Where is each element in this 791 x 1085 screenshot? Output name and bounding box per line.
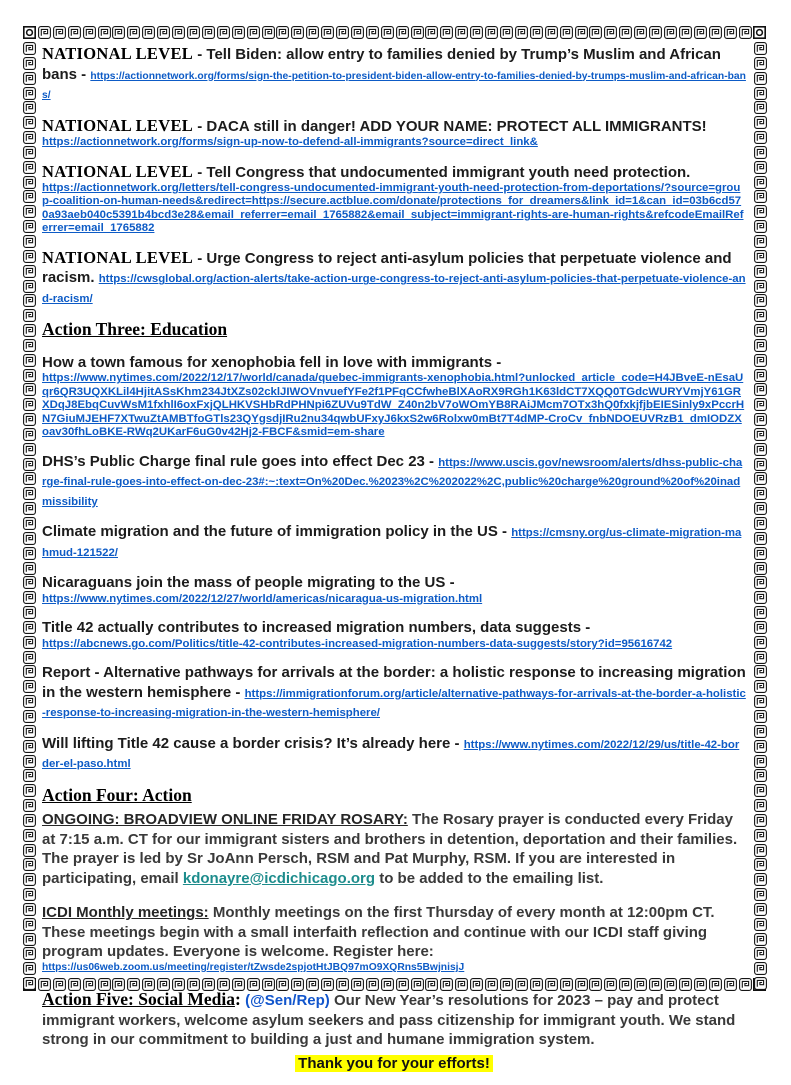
action-link[interactable]: https://actionnetwork.org/forms/sign-up-now-to-defend-all-immigrants?source=direct_link&: [42, 136, 538, 149]
meetings-register-link[interactable]: https://us06web.zoom.us/meeting/register/tZwsde2spjotHtJBQ97mO9XQRns5BwjnisjJ: [42, 961, 465, 973]
action-link[interactable]: https://cwsglobal.org/action-alerts/take-action-urge-congress-to-reject-anti-asylum-policies-that-perpetuate-violence-and-racism/: [42, 273, 746, 305]
education-item-6: [42, 663, 746, 722]
greek-key-tile: [23, 562, 36, 575]
greek-key-tile: [23, 398, 36, 411]
greek-key-tile: [754, 606, 767, 619]
greek-key-tile: [754, 532, 767, 545]
greek-key-tile: [485, 26, 498, 39]
greek-key-tile: [411, 26, 424, 39]
greek-key-tile: [23, 428, 36, 441]
greek-key-tile: [23, 814, 36, 827]
greek-key-tile: [754, 710, 767, 723]
greek-key-tile: [53, 26, 66, 39]
article-link[interactable]: https://abcnews.go.com/Politics/title-42-contributes-increased-migration-numbers-data-suggests/story?id=95616742: [42, 637, 673, 650]
greek-key-tile: [619, 26, 632, 39]
greek-key-tile: [754, 383, 767, 396]
greek-key-tile: [23, 547, 36, 560]
article-link[interactable]: https://www.nytimes.com/2022/12/29/us/title-42-border-el-paso.html: [42, 738, 740, 771]
greek-key-tile: [23, 161, 36, 174]
greek-key-tile: [351, 26, 364, 39]
greek-key-tile: [754, 87, 767, 100]
greek-key-tile: [754, 235, 767, 248]
greek-key-tile: [23, 784, 36, 797]
education-item-7: [42, 734, 746, 773]
greek-key-tile: [23, 205, 36, 218]
greek-key-tile: [68, 26, 81, 39]
section-heading-action-four: [42, 785, 746, 807]
greek-key-tile: [23, 977, 36, 990]
greek-key-tile: [754, 220, 767, 233]
greek-key-tile: [157, 26, 170, 39]
greek-key-tile: [83, 26, 96, 39]
greek-key-tile: [754, 814, 767, 827]
article-link[interactable]: https://www.uscis.gov/newsroom/alerts/dhss-public-charge-final-rule-goes-into-effect-on-dec-23#:~:text=On%20Dec.%2023%2C%202022%2C,public%20charge%20ground%20of%20inadmissibility: [42, 456, 743, 508]
greek-key-tile: [455, 26, 468, 39]
education-item-3: [42, 522, 746, 561]
greek-key-tile: [23, 933, 36, 946]
greek-key-tile: [127, 26, 140, 39]
newsletter-page: [42, 44, 746, 1085]
greek-key-tile: [112, 26, 125, 39]
greek-key-tile: [336, 26, 349, 39]
greek-key-tile: [754, 502, 767, 515]
section-title: Action Five: Social Media: [42, 989, 235, 1010]
article-headline: Climate migration and the future of immigration policy in the US -: [42, 523, 512, 541]
greek-key-tile: [754, 665, 767, 678]
greek-key-tile: [23, 665, 36, 678]
greek-key-tile: [23, 57, 36, 70]
greek-key-tile: [754, 651, 767, 664]
greek-key-tile: [23, 146, 36, 159]
greek-key-tile: [754, 903, 767, 916]
greek-key-tile: [23, 116, 36, 129]
greek-key-tile: [754, 443, 767, 456]
greek-key-tile: [754, 829, 767, 842]
greek-key-tile: [754, 309, 767, 322]
greek-key-tile: [754, 591, 767, 604]
greek-key-tile: [754, 517, 767, 530]
greek-key-tile: [754, 398, 767, 411]
article-headline: Report - Alternative pathways for arrivals at the border: a holistic response to increasing migration in the western hemisphere -: [42, 664, 746, 701]
greek-key-tile: [470, 26, 483, 39]
greek-key-tile: [754, 250, 767, 263]
greek-key-tile: [754, 695, 767, 708]
greek-key-tile: [23, 606, 36, 619]
greek-key-tile: [396, 26, 409, 39]
greek-key-tile: [23, 962, 36, 975]
greek-key-tile: [142, 26, 155, 39]
greek-key-corner-tile: [23, 26, 36, 39]
greek-key-tile: [23, 176, 36, 189]
greek-key-tile: [23, 131, 36, 144]
greek-key-tile: [23, 383, 36, 396]
action-link[interactable]: https://actionnetwork.org/forms/sign-the-petition-to-president-biden-allow-entry-to-families-denied-by-trumps-muslim-and-african-bans/: [42, 70, 746, 102]
greek-key-tile: [23, 190, 36, 203]
article-headline: Nicaraguans join the mass of people migrating to the US -: [42, 574, 455, 592]
greek-key-tile: [23, 517, 36, 530]
greek-key-tile: [724, 26, 737, 39]
greek-key-tile: [754, 458, 767, 471]
greek-key-tile: [23, 324, 36, 337]
sen-rep-handle: (@Sen/Rep): [245, 992, 330, 1010]
social-media-paragraph: [42, 989, 746, 1050]
punctuation: .: [90, 269, 99, 287]
greek-key-tile: [754, 265, 767, 278]
greek-key-tile: [23, 72, 36, 85]
national-level-label: NATIONAL LEVEL: [42, 247, 194, 267]
greek-key-tile: [754, 339, 767, 352]
greek-key-tile: [23, 458, 36, 471]
article-link[interactable]: https://www.nytimes.com/2022/12/27/world/americas/nicaragua-us-migration.html: [42, 592, 483, 605]
greek-key-tile: [23, 487, 36, 500]
greek-key-tile: [98, 26, 111, 39]
action-headline: - Urge Congress to reject anti-asylum policies that perpetuate violence and racism: [42, 249, 732, 287]
greek-key-tile: [23, 443, 36, 456]
action-headline: - Tell Congress that undocumented immigrant youth need protection.: [193, 163, 691, 181]
thank-you-highlight: Thank you for your efforts!: [295, 1055, 493, 1072]
greek-key-tile: [23, 829, 36, 842]
greek-key-tile: [23, 873, 36, 886]
greek-key-tile: [754, 369, 767, 382]
article-link[interactable]: https://immigrationforum.org/article/alternative-pathways-for-arrivals-at-the-border-a-holistic-response-to-increasing-migration-in-the-western-hemisphere/: [42, 687, 746, 720]
greek-key-tile: [754, 472, 767, 485]
greek-key-tile: [754, 769, 767, 782]
greek-key-tile: [291, 26, 304, 39]
greek-key-tile: [23, 339, 36, 352]
greek-key-tile: [276, 26, 289, 39]
meetings-paragraph: [42, 903, 746, 974]
greek-key-tile: [754, 101, 767, 114]
national-item-3: [42, 162, 746, 236]
greek-key-tile: [709, 26, 722, 39]
action-link[interactable]: https://actionnetwork.org/letters/tell-congress-undocumented-immigrant-youth-need-protection-from-deportations/?source=group-coalition-on-human-needs&redirect=https://secure.actblue.com/donate/protections_for_dreamers&link_id=1&can_id=03b6cd570a93aeb040c5391b4bcd3e28&email_referrer=email_1765882&email_subject=immigrant-rights-are-human-rights&refcodeEmailReferrer=email_1765882: [42, 182, 744, 235]
article-headline: DHS’s Public Charge final rule goes into effect Dec 23 -: [42, 452, 439, 470]
section-title: Action Three: Education: [42, 319, 228, 340]
action-headline: - Tell Biden: allow entry to families denied by Trump’s Muslim and African bans -: [42, 46, 721, 83]
greek-key-tile: [754, 947, 767, 960]
national-level-label: NATIONAL LEVEL: [42, 115, 194, 135]
greek-key-tile: [754, 799, 767, 812]
greek-key-tile: [754, 176, 767, 189]
article-headline: Will lifting Title 42 cause a border crisis? It’s already here -: [42, 734, 464, 752]
greek-key-tile: [23, 636, 36, 649]
greek-key-tile: [23, 294, 36, 307]
greek-key-tile: [754, 918, 767, 931]
greek-key-tile: [23, 799, 36, 812]
greek-key-tile: [23, 369, 36, 382]
greek-key-tile: [754, 146, 767, 159]
greek-key-tile: [23, 695, 36, 708]
greek-key-tile: [23, 710, 36, 723]
greek-key-tile: [23, 250, 36, 263]
greek-key-tile: [232, 26, 245, 39]
greek-key-tile: [754, 977, 767, 990]
greek-key-tile: [425, 26, 438, 39]
national-level-label: NATIONAL LEVEL: [42, 44, 194, 63]
greek-key-tile: [38, 26, 51, 39]
greek-key-tile: [754, 131, 767, 144]
greek-key-tile: [262, 26, 275, 39]
greek-key-tile: [187, 26, 200, 39]
greek-key-border-left: [23, 42, 36, 991]
greek-key-tile: [754, 962, 767, 975]
section-title: Action Four: Action: [42, 784, 192, 805]
greek-key-tile: [754, 784, 767, 797]
greek-key-tile: [321, 26, 334, 39]
rosary-text: The Rosary prayer is conducted every Friday at 7:15 a.m. CT for our immigrant sisters and brothers in detention, deportation and their families. The prayer is led by Sr JoAnn Persch, RSM and Pat Murphy, RSM. If you are interested in participating, email: [42, 811, 738, 887]
greek-key-tile: [23, 280, 36, 293]
education-item-4: [42, 573, 746, 606]
greek-key-border-right: [754, 42, 767, 991]
article-link[interactable]: https://www.nytimes.com/2022/12/17/world/canada/quebec-immigrants-xenophobia.html?unlocked_article_code=H4JBveE-nEsaUqr6QR3UQXKLil4HjitASsKhm234JtXZs02cklJIWOVnvuefYFe2f1PFqCCfwheBlXAoRX9RGh1K63ldCT7XQQ0TGdcWURYVmjY61GRXDqJ8EbqCuvWsM1fxhlI6oxFxjQLHKVSHbRdPHNpi6ZUVu9TdW_Z40n2bV7oWOmYB8RAiJMcm7OTx3hQ0fxkjfjbEIESinly9xPccrHN7GiuMJEHF7XTwuZtAMBTfoGTls23QYgsdjIRu2nu34qwbUFxyJ6kxS2w6Rolxw0mBt7T4dMP-CroCv_fnbNDOEUVRzB1_dmIODZXoav30fhLoBKE-RWq2UKarF6uG0v42Hj2-FBCF&smid=em-share: [42, 372, 745, 439]
greek-key-tile: [754, 413, 767, 426]
greek-key-tile: [23, 220, 36, 233]
greek-key-tile: [589, 26, 602, 39]
greek-key-tile: [545, 26, 558, 39]
thank-you-line: [42, 1054, 746, 1074]
rosary-paragraph: [42, 810, 746, 888]
greek-key-border-top: [23, 26, 767, 39]
social-media-text: Our New Year’s resolutions for 2023 – pay and protect immigrant workers, welcome asylum seekers and pass citizenship for immigrant youth. We stand strong in our commitment to building a just and humane immigration system.: [42, 992, 736, 1049]
greek-key-tile: [23, 651, 36, 664]
greek-key-tile: [754, 354, 767, 367]
greek-key-tile: [23, 918, 36, 931]
greek-key-tile: [202, 26, 215, 39]
national-item-4: [42, 248, 746, 308]
greek-key-tile: [23, 621, 36, 634]
greek-key-tile: [634, 26, 647, 39]
greek-key-tile: [381, 26, 394, 39]
article-headline: Title 42 actually contributes to increased migration numbers, data suggests -: [42, 619, 591, 637]
article-link[interactable]: https://cmsny.org/us-climate-migration-mahmud-121522/: [42, 527, 742, 559]
greek-key-tile: [23, 725, 36, 738]
greek-key-tile: [530, 26, 543, 39]
greek-key-tile: [754, 680, 767, 693]
greek-key-tile: [515, 26, 528, 39]
greek-key-tile: [754, 280, 767, 293]
greek-key-tile: [754, 547, 767, 560]
greek-key-tile: [754, 42, 767, 55]
greek-key-tile: [23, 888, 36, 901]
greek-key-tile: [23, 858, 36, 871]
greek-key-tile: [23, 576, 36, 589]
greek-key-tile: [23, 769, 36, 782]
national-level-label: NATIONAL LEVEL: [42, 161, 194, 181]
greek-key-tile: [23, 235, 36, 248]
greek-key-tile: [754, 844, 767, 857]
greek-key-tile: [754, 294, 767, 307]
greek-key-tile: [679, 26, 692, 39]
greek-key-tile: [649, 26, 662, 39]
section-heading-action-three: [42, 319, 746, 341]
greek-key-tile: [23, 354, 36, 367]
greek-key-tile: [754, 205, 767, 218]
education-item-5: [42, 618, 746, 651]
greek-key-tile: [23, 844, 36, 857]
greek-key-tile: [754, 873, 767, 886]
greek-key-tile: [664, 26, 677, 39]
greek-key-tile: [754, 755, 767, 768]
greek-key-tile: [754, 428, 767, 441]
greek-key-tile: [23, 265, 36, 278]
education-item-1: [42, 353, 746, 440]
greek-key-tile: [23, 309, 36, 322]
greek-key-tile: [560, 26, 573, 39]
national-item-2: [42, 116, 746, 150]
greek-key-tile: [23, 680, 36, 693]
greek-key-tile: [23, 502, 36, 515]
greek-key-tile: [440, 26, 453, 39]
article-headline: How a town famous for xenophobia fell in love with immigrants -: [42, 353, 502, 371]
greek-key-tile: [754, 576, 767, 589]
greek-key-tile: [754, 725, 767, 738]
greek-key-tile: [754, 487, 767, 500]
greek-key-tile: [23, 87, 36, 100]
greek-key-tile: [754, 324, 767, 337]
action-headline: - DACA still in danger! ADD YOUR NAME: PROTECT ALL IMMIGRANTS!: [193, 117, 707, 135]
greek-key-tile: [754, 621, 767, 634]
meetings-text: Monthly meetings on the first Thursday of every month at 12:00pm CT. These meetings begin with a small interfaith reflection and continue with our ICDI staff giving program updates. Everyone is welcome. Register here:: [42, 904, 715, 961]
greek-key-tile: [23, 532, 36, 545]
greek-key-tile: [754, 858, 767, 871]
greek-key-tile: [23, 903, 36, 916]
greek-key-tile: [217, 26, 230, 39]
greek-key-tile: [754, 888, 767, 901]
education-item-2: [42, 452, 746, 511]
greek-key-tile: [23, 755, 36, 768]
greek-key-tile: [366, 26, 379, 39]
rosary-text-2: to be added to the emailing list.: [375, 869, 604, 887]
greek-key-tile: [739, 26, 752, 39]
greek-key-tile: [754, 72, 767, 85]
greek-key-tile: [754, 636, 767, 649]
greek-key-tile: [247, 26, 260, 39]
greek-key-tile: [23, 740, 36, 753]
greek-key-tile: [23, 947, 36, 960]
rosary-label: ONGOING: BROADVIEW ONLINE FRIDAY ROSARY:: [42, 811, 408, 829]
greek-key-tile: [23, 591, 36, 604]
greek-key-tile: [172, 26, 185, 39]
greek-key-tile: [754, 190, 767, 203]
greek-key-tile: [754, 161, 767, 174]
greek-key-tile: [500, 26, 513, 39]
rosary-email-link[interactable]: kdonayre@icdichicago.org: [182, 869, 376, 887]
greek-key-tile: [575, 26, 588, 39]
greek-key-tile: [23, 472, 36, 485]
greek-key-tile: [754, 933, 767, 946]
greek-key-tile: [23, 101, 36, 114]
greek-key-tile: [23, 42, 36, 55]
greek-key-tile: [23, 413, 36, 426]
greek-key-tile: [754, 740, 767, 753]
greek-key-tile: [604, 26, 617, 39]
greek-key-tile: [754, 116, 767, 129]
punctuation: :: [234, 989, 246, 1010]
greek-key-tile: [694, 26, 707, 39]
meetings-label: ICDI Monthly meetings:: [42, 904, 209, 922]
greek-key-tile: [754, 57, 767, 70]
greek-key-tile: [754, 562, 767, 575]
greek-key-tile: [306, 26, 319, 39]
greek-key-corner-tile: [753, 26, 766, 39]
national-item-1: [42, 44, 746, 104]
